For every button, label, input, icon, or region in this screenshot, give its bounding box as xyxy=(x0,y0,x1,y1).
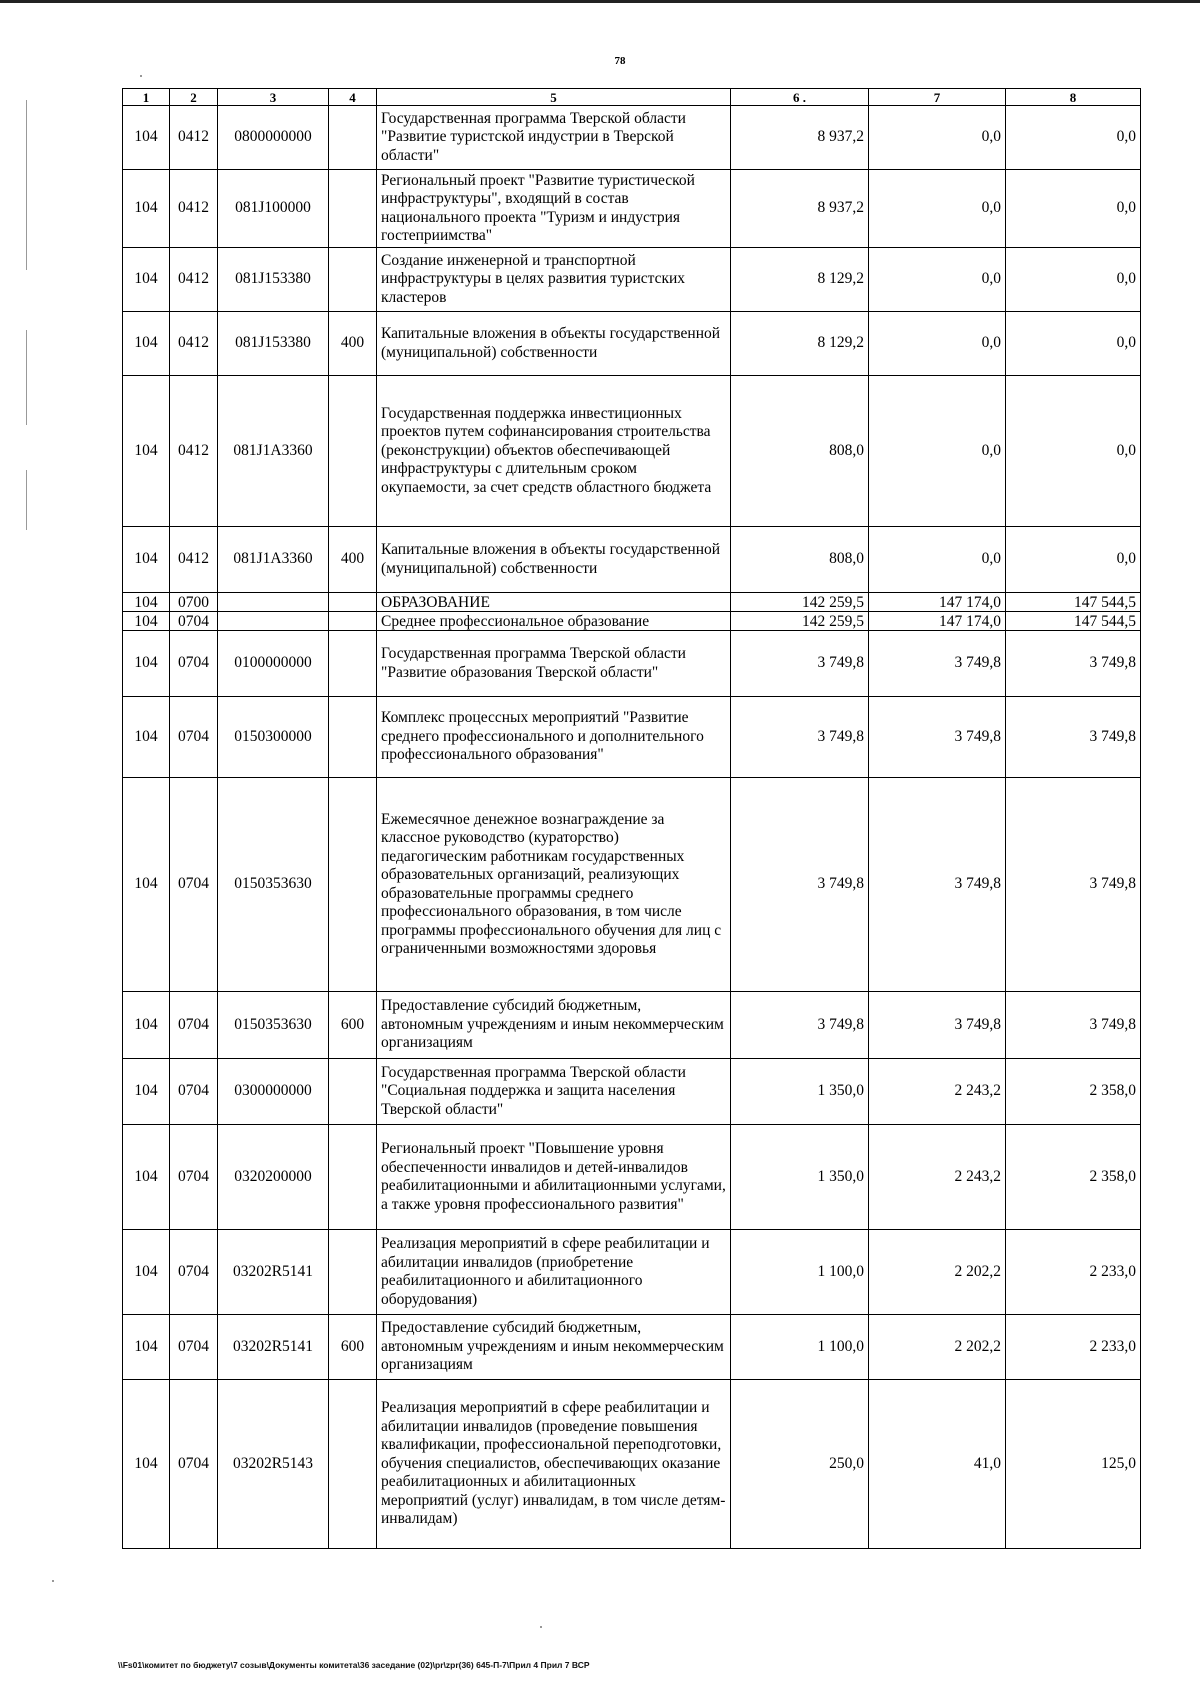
amount-year2-cell: 0,0 xyxy=(869,312,1006,376)
description-cell: Среднее профессиональное образование xyxy=(377,612,731,631)
amount-year2-cell: 2 243,2 xyxy=(869,1059,1006,1125)
expense-type-cell xyxy=(329,1125,377,1230)
amount-year1-cell: 3 749,8 xyxy=(731,992,869,1059)
description-cell: Предоставление субсидий бюджетным, автономным учреждениям и иным некоммерческим организациям xyxy=(377,992,731,1059)
file-path-footer: \\Fs01\комитет по бюджету\7 созыв\Документы комитета\36 заседание (02)\pr\zpr(36) 645-П-7\Прил 4 Прил 7 ВСР xyxy=(118,1660,590,1670)
column-header: 2 xyxy=(170,89,218,106)
section-code-cell: 104 xyxy=(123,248,170,312)
amount-year3-cell: 0,0 xyxy=(1006,312,1141,376)
subsection-code-cell: 0704 xyxy=(170,1315,218,1380)
column-header: 3 xyxy=(218,89,329,106)
target-article-cell: 03202R5141 xyxy=(218,1315,329,1380)
expense-type-cell xyxy=(329,697,377,778)
subsection-code-cell: 0412 xyxy=(170,376,218,527)
subsection-code-cell: 0704 xyxy=(170,1230,218,1315)
description-cell: Государственная программа Тверской области "Социальная поддержка и защита населения Тверской области" xyxy=(377,1059,731,1125)
section-code-cell: 104 xyxy=(123,1125,170,1230)
amount-year2-cell: 3 749,8 xyxy=(869,992,1006,1059)
subsection-code-cell: 0700 xyxy=(170,593,218,612)
amount-year2-cell: 0,0 xyxy=(869,106,1006,170)
target-article-cell: 0100000000 xyxy=(218,631,329,697)
expense-type-cell xyxy=(329,1230,377,1315)
table-row xyxy=(123,1059,1141,1125)
target-article-cell: 03202R5143 xyxy=(218,1380,329,1549)
amount-year3-cell: 147 544,5 xyxy=(1006,593,1141,612)
column-header: 7 xyxy=(869,89,1006,106)
subsection-code-cell: 0412 xyxy=(170,527,218,593)
target-article-cell: 0800000000 xyxy=(218,106,329,170)
amount-year1-cell: 3 749,8 xyxy=(731,697,869,778)
amount-year3-cell: 0,0 xyxy=(1006,106,1141,170)
description-cell: Капитальные вложения в объекты государственной (муниципальной) собственности xyxy=(377,312,731,376)
subsection-code-cell: 0412 xyxy=(170,312,218,376)
table-row xyxy=(123,170,1141,248)
description-cell: ОБРАЗОВАНИЕ xyxy=(377,593,731,612)
amount-year2-cell: 0,0 xyxy=(869,527,1006,593)
amount-year2-cell: 2 202,2 xyxy=(869,1230,1006,1315)
target-article-cell xyxy=(218,612,329,631)
scan-speck xyxy=(540,1626,542,1628)
column-header: 5 xyxy=(377,89,731,106)
expense-type-cell: 400 xyxy=(329,527,377,593)
subsection-code-cell: 0704 xyxy=(170,992,218,1059)
table-row xyxy=(123,248,1141,312)
subsection-code-cell: 0704 xyxy=(170,778,218,992)
subsection-code-cell: 0704 xyxy=(170,631,218,697)
amount-year2-cell: 0,0 xyxy=(869,376,1006,527)
expense-type-cell: 400 xyxy=(329,312,377,376)
table-row xyxy=(123,527,1141,593)
amount-year3-cell: 3 749,8 xyxy=(1006,992,1141,1059)
expense-type-cell xyxy=(329,1380,377,1549)
description-cell: Государственная программа Тверской области "Развитие туристской индустрии в Тверской области" xyxy=(377,106,731,170)
expense-type-cell: 600 xyxy=(329,992,377,1059)
section-code-cell: 104 xyxy=(123,612,170,631)
amount-year3-cell: 3 749,8 xyxy=(1006,631,1141,697)
section-code-cell: 104 xyxy=(123,697,170,778)
expense-type-cell xyxy=(329,612,377,631)
amount-year2-cell: 2 202,2 xyxy=(869,1315,1006,1380)
expense-type-cell xyxy=(329,170,377,248)
column-header: 1 xyxy=(123,89,170,106)
description-cell: Государственная программа Тверской области "Развитие образования Тверской области" xyxy=(377,631,731,697)
target-article-cell: 03202R5141 xyxy=(218,1230,329,1315)
subsection-code-cell: 0704 xyxy=(170,1059,218,1125)
expense-type-cell xyxy=(329,593,377,612)
target-article-cell: 081J1A3360 xyxy=(218,376,329,527)
amount-year3-cell: 0,0 xyxy=(1006,527,1141,593)
target-article-cell: 081J153380 xyxy=(218,248,329,312)
description-cell: Реализация мероприятий в сфере реабилитации и абилитации инвалидов (проведение повышения квалификации, профессиональной переподготовки, обучения специалистов, обеспечивающих оказание реабилитационных и абилитационных мероприятий (услуг) инвалидам, в том числе детям-инвалидам) xyxy=(377,1380,731,1549)
section-code-cell: 104 xyxy=(123,992,170,1059)
amount-year1-cell: 8 937,2 xyxy=(731,170,869,248)
target-article-cell: 0320200000 xyxy=(218,1125,329,1230)
amount-year2-cell: 0,0 xyxy=(869,170,1006,248)
scan-speck xyxy=(52,1580,54,1582)
section-code-cell: 104 xyxy=(123,527,170,593)
scan-margin-mark xyxy=(26,470,27,530)
expense-type-cell xyxy=(329,1059,377,1125)
section-code-cell: 104 xyxy=(123,1230,170,1315)
amount-year1-cell: 3 749,8 xyxy=(731,631,869,697)
description-cell: Ежемесячное денежное вознаграждение за классное руководство (кураторство) педагогическим работникам государственных образовательных организаций, реализующих образовательные программы среднего профессионального образования, в том числе программы профессионального обучения для лиц с ограниченными возможностями здоровья xyxy=(377,778,731,992)
amount-year1-cell: 8 129,2 xyxy=(731,248,869,312)
amount-year1-cell: 250,0 xyxy=(731,1380,869,1549)
table-row xyxy=(123,612,1141,631)
table-row xyxy=(123,778,1141,992)
expense-type-cell xyxy=(329,778,377,992)
amount-year3-cell: 2 233,0 xyxy=(1006,1230,1141,1315)
subsection-code-cell: 0412 xyxy=(170,106,218,170)
amount-year1-cell: 142 259,5 xyxy=(731,612,869,631)
expense-type-cell xyxy=(329,631,377,697)
section-code-cell: 104 xyxy=(123,631,170,697)
amount-year1-cell: 808,0 xyxy=(731,376,869,527)
amount-year1-cell: 1 100,0 xyxy=(731,1315,869,1380)
description-cell: Региональный проект "Развитие туристической инфраструктуры", входящий в состав национального проекта "Туризм и индустрия гостеприимства" xyxy=(377,170,731,248)
target-article-cell: 0150300000 xyxy=(218,697,329,778)
scan-speck xyxy=(140,75,142,77)
expense-type-cell xyxy=(329,376,377,527)
amount-year1-cell: 1 350,0 xyxy=(731,1059,869,1125)
expense-type-cell xyxy=(329,106,377,170)
target-article-cell: 0300000000 xyxy=(218,1059,329,1125)
amount-year1-cell: 8 937,2 xyxy=(731,106,869,170)
description-cell: Реализация мероприятий в сфере реабилитации и абилитации инвалидов (приобретение реабилитационного и абилитационного оборудования) xyxy=(377,1230,731,1315)
amount-year2-cell: 147 174,0 xyxy=(869,612,1006,631)
description-cell: Государственная поддержка инвестиционных проектов путем софинансирования строительства (реконструкции) объектов обеспечивающей инфраструктуры с длительным сроком окупаемости, за счет средств областного бюджета xyxy=(377,376,731,527)
table-row xyxy=(123,992,1141,1059)
target-article-cell: 081J100000 xyxy=(218,170,329,248)
table-row xyxy=(123,1315,1141,1380)
table-row xyxy=(123,376,1141,527)
table-row xyxy=(123,106,1141,170)
amount-year3-cell: 0,0 xyxy=(1006,376,1141,527)
description-cell: Создание инженерной и транспортной инфраструктуры в целях развития туристских кластеров xyxy=(377,248,731,312)
amount-year3-cell: 147 544,5 xyxy=(1006,612,1141,631)
scan-margin-mark xyxy=(26,100,27,270)
table-row xyxy=(123,312,1141,376)
subsection-code-cell: 0704 xyxy=(170,612,218,631)
amount-year2-cell: 0,0 xyxy=(869,248,1006,312)
amount-year2-cell: 147 174,0 xyxy=(869,593,1006,612)
target-article-cell: 081J1A3360 xyxy=(218,527,329,593)
section-code-cell: 104 xyxy=(123,376,170,527)
page-number: 78 xyxy=(614,55,626,67)
amount-year3-cell: 0,0 xyxy=(1006,170,1141,248)
section-code-cell: 104 xyxy=(123,312,170,376)
table-row xyxy=(123,697,1141,778)
section-code-cell: 104 xyxy=(123,593,170,612)
table-row xyxy=(123,631,1141,697)
section-code-cell: 104 xyxy=(123,1059,170,1125)
amount-year2-cell: 3 749,8 xyxy=(869,697,1006,778)
section-code-cell: 104 xyxy=(123,1315,170,1380)
subsection-code-cell: 0412 xyxy=(170,170,218,248)
amount-year1-cell: 1 100,0 xyxy=(731,1230,869,1315)
amount-year1-cell: 142 259,5 xyxy=(731,593,869,612)
target-article-cell xyxy=(218,593,329,612)
table-row xyxy=(123,1125,1141,1230)
section-code-cell: 104 xyxy=(123,106,170,170)
scan-margin-mark xyxy=(26,330,27,425)
description-cell: Капитальные вложения в объекты государственной (муниципальной) собственности xyxy=(377,527,731,593)
amount-year3-cell: 2 358,0 xyxy=(1006,1125,1141,1230)
table-row xyxy=(123,1380,1141,1549)
section-code-cell: 104 xyxy=(123,778,170,992)
amount-year3-cell: 0,0 xyxy=(1006,248,1141,312)
target-article-cell: 081J153380 xyxy=(218,312,329,376)
column-header: 4 xyxy=(329,89,377,106)
expense-type-cell: 600 xyxy=(329,1315,377,1380)
subsection-code-cell: 0704 xyxy=(170,1125,218,1230)
amount-year3-cell: 2 358,0 xyxy=(1006,1059,1141,1125)
target-article-cell: 0150353630 xyxy=(218,778,329,992)
amount-year1-cell: 1 350,0 xyxy=(731,1125,869,1230)
column-header: 8 xyxy=(1006,89,1141,106)
table-row xyxy=(123,1230,1141,1315)
subsection-code-cell: 0704 xyxy=(170,697,218,778)
column-number-row xyxy=(123,89,1141,106)
section-code-cell: 104 xyxy=(123,1380,170,1549)
description-cell: Предоставление субсидий бюджетным, автономным учреждениям и иным некоммерческим организациям xyxy=(377,1315,731,1380)
amount-year2-cell: 3 749,8 xyxy=(869,631,1006,697)
amount-year3-cell: 2 233,0 xyxy=(1006,1315,1141,1380)
column-header: 6 . xyxy=(731,89,869,106)
amount-year3-cell: 3 749,8 xyxy=(1006,697,1141,778)
amount-year1-cell: 3 749,8 xyxy=(731,778,869,992)
subsection-code-cell: 0412 xyxy=(170,248,218,312)
amount-year1-cell: 808,0 xyxy=(731,527,869,593)
amount-year1-cell: 8 129,2 xyxy=(731,312,869,376)
amount-year2-cell: 3 749,8 xyxy=(869,778,1006,992)
table-row xyxy=(123,593,1141,612)
expense-type-cell xyxy=(329,248,377,312)
amount-year3-cell: 3 749,8 xyxy=(1006,778,1141,992)
section-code-cell: 104 xyxy=(123,170,170,248)
target-article-cell: 0150353630 xyxy=(218,992,329,1059)
amount-year2-cell: 2 243,2 xyxy=(869,1125,1006,1230)
amount-year3-cell: 125,0 xyxy=(1006,1380,1141,1549)
description-cell: Региональный проект "Повышение уровня обеспеченности инвалидов и детей-инвалидов реабилитационными и абилитационными услугами, а также уровня профессионального развития" xyxy=(377,1125,731,1230)
scan-top-edge xyxy=(0,0,1200,3)
budget-table xyxy=(122,88,1141,1549)
description-cell: Комплекс процессных мероприятий "Развитие среднего профессионального и дополнительного профессионального образования" xyxy=(377,697,731,778)
subsection-code-cell: 0704 xyxy=(170,1380,218,1549)
amount-year2-cell: 41,0 xyxy=(869,1380,1006,1549)
